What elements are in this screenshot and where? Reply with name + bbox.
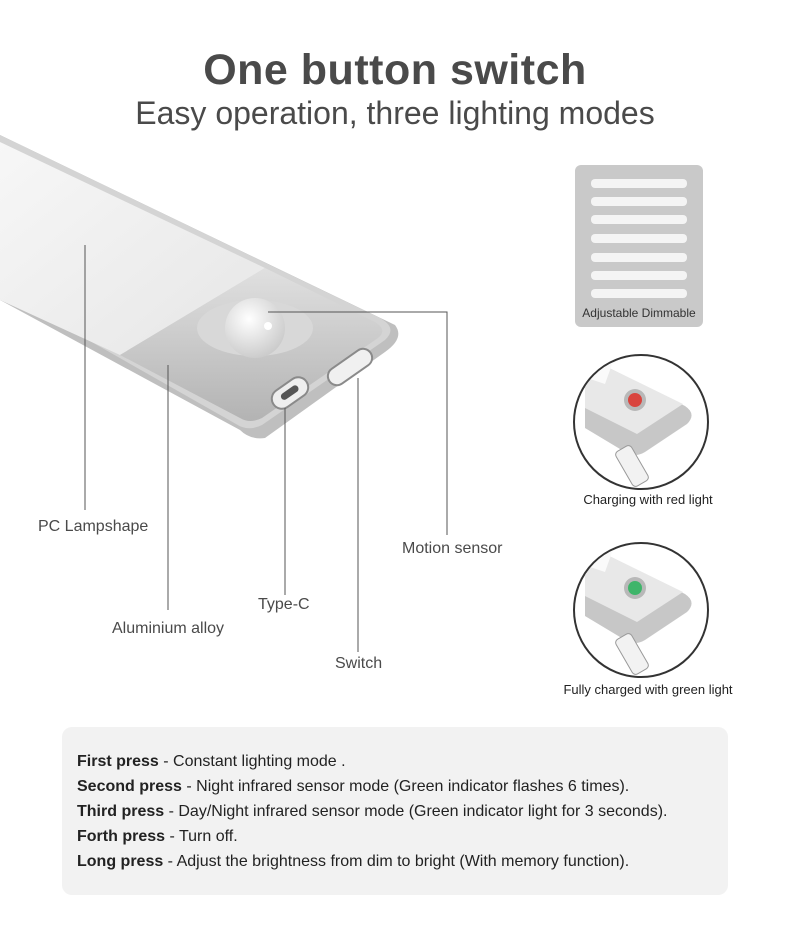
page-subtitle: Easy operation, three lighting modes	[135, 95, 655, 131]
brightness-bar	[591, 271, 687, 280]
callout-aluminium-alloy: Aluminium alloy	[112, 620, 225, 637]
charged-green-illustration	[573, 542, 709, 678]
motion-sensor	[225, 298, 285, 358]
instruction-line: Third press - Day/Night infrared sensor mode (Green indicator light for 3 seconds).	[77, 803, 668, 820]
green-indicator-light	[628, 581, 642, 595]
lamp-body	[0, 135, 398, 438]
charged-green-caption: Fully charged with green light	[563, 682, 733, 697]
instruction-line: Forth press - Turn off.	[77, 828, 238, 845]
charging-red-caption: Charging with red light	[583, 492, 713, 507]
charging-red-illustration	[573, 354, 709, 490]
brightness-bar	[591, 289, 687, 298]
dimmable-label: Adjustable Dimmable	[582, 306, 696, 320]
instructions-panel	[62, 727, 728, 895]
brightness-bar	[591, 179, 687, 188]
callout-pc-lampshape: PC Lampshape	[38, 518, 149, 535]
brightness-bar	[591, 197, 687, 206]
dimmable-panel	[575, 165, 703, 327]
instruction-line: First press - Constant lighting mode .	[77, 753, 346, 770]
brightness-bar	[591, 253, 687, 262]
callout-switch: Switch	[335, 655, 383, 672]
brightness-bar	[591, 215, 687, 224]
brightness-bar	[591, 234, 687, 243]
instruction-line: Second press - Night infrared sensor mode (Green indicator flashes 6 times).	[77, 778, 630, 795]
red-indicator-light	[628, 393, 642, 407]
instruction-line: Long press - Adjust the brightness from dim to bright (With memory function).	[77, 853, 630, 870]
page-title: One button switch	[203, 46, 587, 94]
callout-motion-sensor: Motion sensor	[402, 540, 503, 557]
callout-type-c: Type-C	[258, 596, 310, 613]
